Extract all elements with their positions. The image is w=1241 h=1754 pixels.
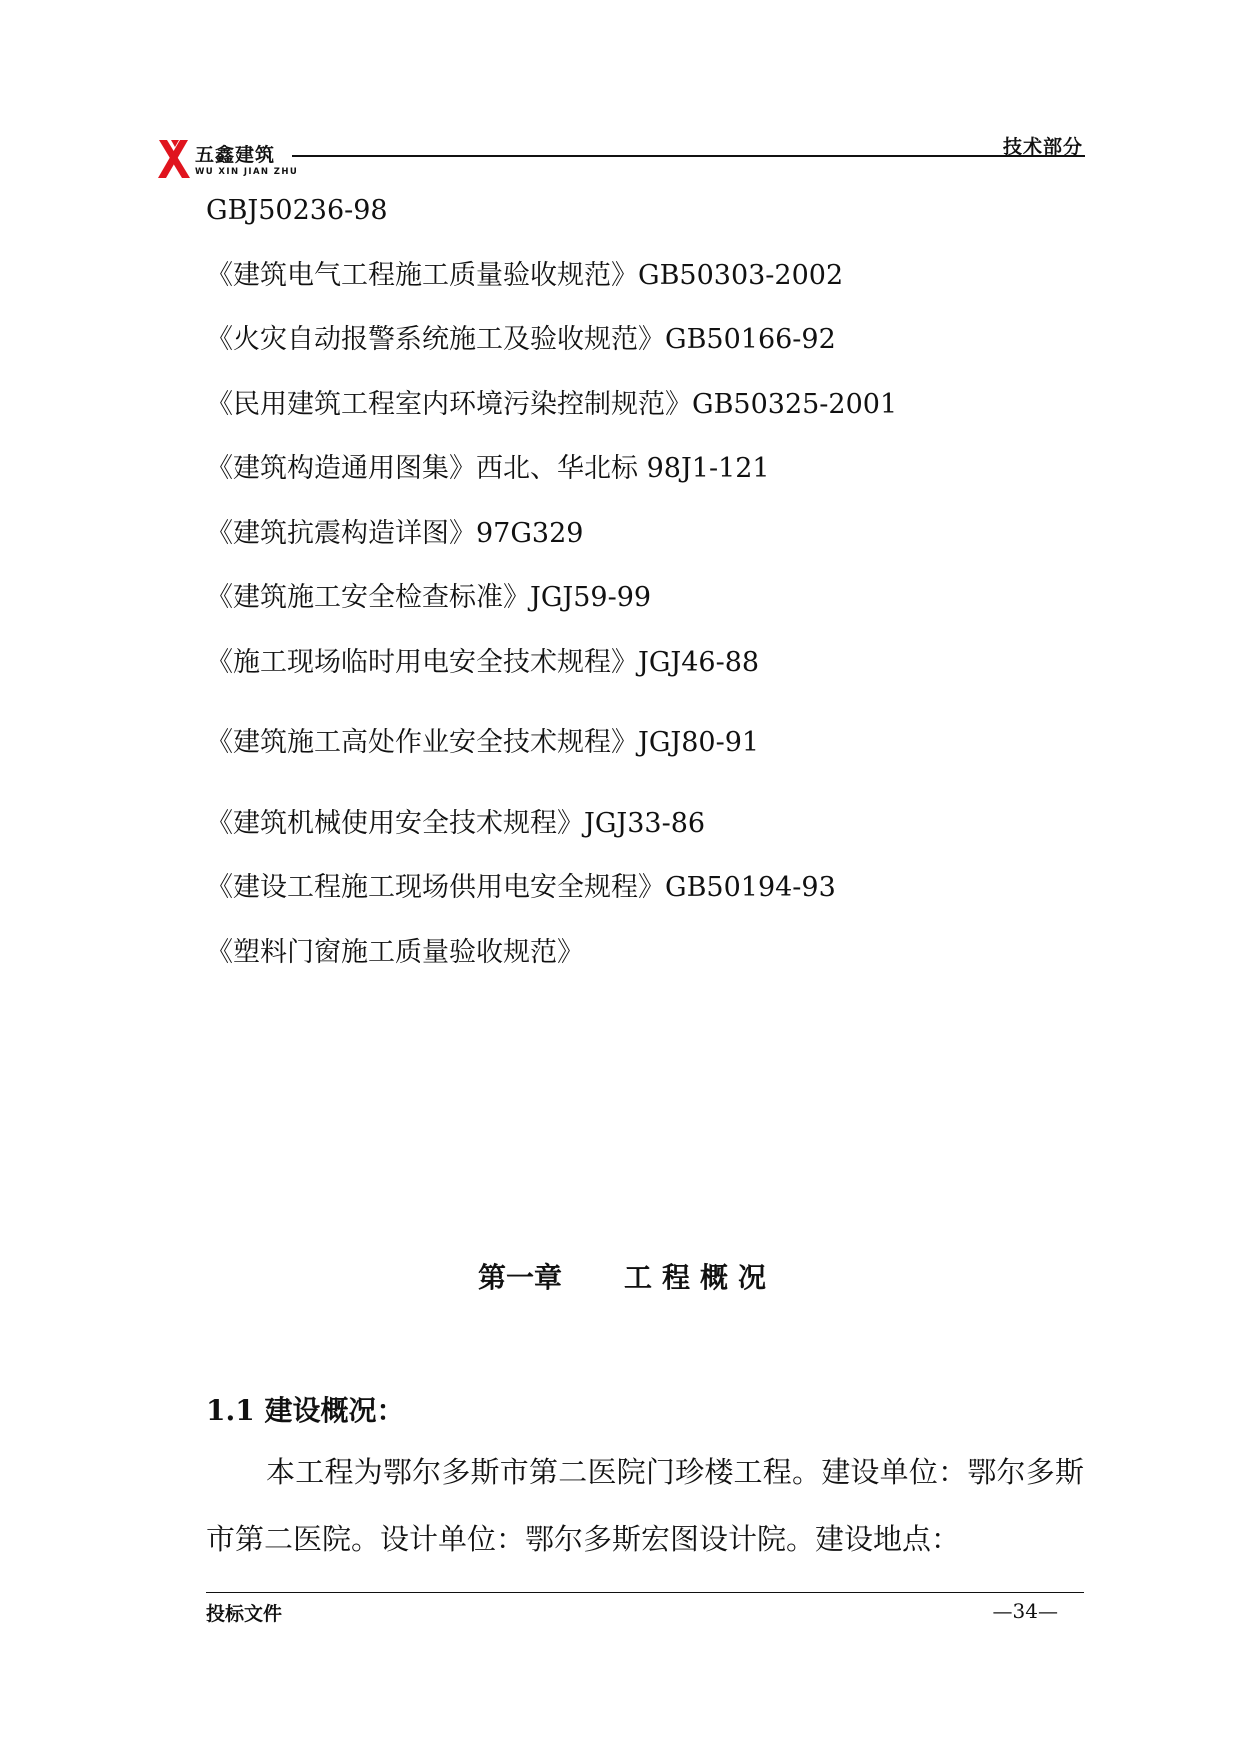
logo-english-name: WU XIN JIAN ZHU — [195, 167, 299, 177]
standard-item: 《火灾自动报警系统施工及验收规范》GB50166-92 — [206, 324, 836, 355]
standard-item: 《塑料门窗施工质量验收规范》 — [206, 937, 584, 968]
standard-item: 《建筑施工高处作业安全技术规程》JGJ80-91 — [206, 727, 760, 758]
standard-item: 《建设工程施工现场供用电安全规程》GB50194-93 — [206, 872, 836, 903]
chapter-number: 第一章 — [478, 1261, 563, 1294]
standard-item: 《建筑构造通用图集》西北、华北标 98J1-121 — [206, 453, 770, 484]
standard-item: 《建筑电气工程施工质量验收规范》GB50303-2002 — [206, 260, 844, 291]
standard-item: 《施工现场临时用电安全技术规程》JGJ46-88 — [206, 647, 760, 678]
footer-label: 投标文件 — [206, 1603, 283, 1625]
standard-item: 《建筑机械使用安全技术规程》JGJ33-86 — [206, 808, 706, 839]
standard-item: 《建筑抗震构造详图》97G329 — [206, 518, 584, 549]
logo-x-icon — [157, 138, 193, 180]
header-divider — [292, 155, 1085, 157]
standard-item: GBJ50236-98 — [206, 195, 388, 226]
standard-item: 《建筑施工安全检查标准》JGJ59-99 — [206, 582, 652, 613]
chapter-heading — [478, 1256, 776, 1296]
header-section-label: 技术部分 — [1002, 136, 1083, 158]
standard-item: 《民用建筑工程室内环境污染控制规范》GB50325-2001 — [206, 389, 898, 420]
section-title: 1.1 建设概况： — [206, 1394, 405, 1427]
page-number: —34— — [992, 1599, 1058, 1623]
footer-divider — [206, 1592, 1084, 1593]
company-logo — [157, 138, 299, 180]
chapter-title: 工程概况 — [624, 1261, 777, 1294]
body-paragraph: 本工程为鄂尔多斯市第二医院门珍楼工程。建设单位：鄂尔多斯市第二医院。设计单位：鄂尔多斯宏图设计院。建设地点： — [206, 1455, 1084, 1556]
logo-chinese-name: 五鑫建筑 — [195, 144, 276, 166]
